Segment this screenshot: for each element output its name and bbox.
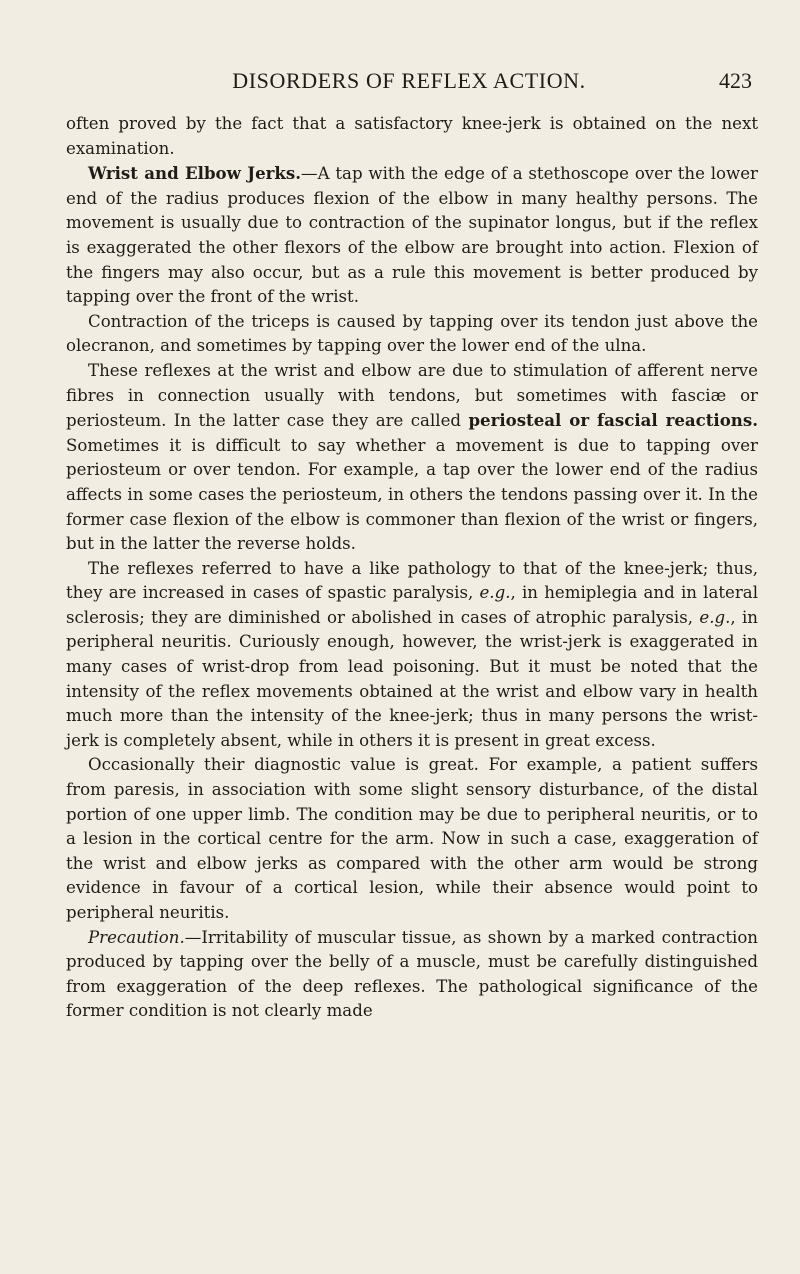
abbrev-eg-2: e.g. — [699, 607, 731, 627]
paragraph-3-text: Contraction of the triceps is caused by tapping over its tendon just above the olecranon, and sometimes by tapping over the lower end of the ulna. — [66, 311, 758, 356]
paragraph-4 — [66, 359, 758, 557]
page-number: 423 — [719, 68, 752, 93]
paragraph-2-text: —A tap with the edge of a stethoscope over the lower end of the radius produces flexion of the elbow in many healthy persons. The movement is usually due to contraction of the supinator longus, but if the reflex is exaggerated the other flexors of the elbow are brought into action. Flexion of the fingers may also occur, but as a rule this movement is better produced by tapping over the front of the wrist. — [66, 164, 758, 307]
abbrev-eg-1: e.g. — [479, 583, 511, 603]
body-text — [66, 112, 758, 1024]
section-heading-precaution: Precaution. — [88, 927, 185, 947]
paragraph-6-text: Occasionally their diagnostic value is great. For example, a patient suffers from paresis, in association with some slight sensory disturbance, of the distal portion of one upper limb. The condition may be due to peripheral neuritis, or to a lesion in the cortical centre for the arm. Now in such a case, exaggeration of the wrist and elbow jerks as compared with the other arm would be strong evidence in favour of a cortical lesion, while their absence would point to peripheral neuritis. — [66, 755, 758, 922]
paragraph-1 — [66, 112, 758, 161]
paragraph-3 — [66, 310, 758, 359]
paragraph-5-text-b: , in hemiplegia and in lateral sclerosis; they are diminished or abolished in cases of atrophic paralysis, — [66, 583, 759, 627]
paragraph-2 — [66, 161, 758, 310]
page-header — [64, 68, 754, 98]
paragraph-5 — [66, 557, 758, 754]
paragraph-7-text: —Irritability of muscular tissue, as shown by a marked contraction produced by tapping over the belly of a muscle, must be carefully distinguished from exaggeration of the deep reflexes. The pathological significance of the former condition is not clearly made — [66, 927, 758, 1021]
paragraph-1-text: often proved by the fact that a satisfactory knee-jerk is obtained on the next examination. — [66, 114, 758, 158]
term-periosteal-fascial: periosteal or fascial reactions. — [468, 410, 758, 431]
section-heading-wrist-elbow: Wrist and Elbow Jerks. — [88, 163, 301, 184]
paragraph-4-text-b: Sometimes it is difficult to say whether a movement is due to tapping over periosteum or over tendon. For example, a tap over the lower end of the radius affects in some cases the periosteum, in others the tendons passing over it. In the former case flexion of the elbow is commoner than flexion of the wrist or fingers, but in the latter the reverse holds. — [66, 435, 758, 554]
paragraph-4-text-a: These reflexes at the wrist and elbow are due to stimulation of afferent nerve fibres in connection usually with tendons, but sometimes with fasciæ or periosteum. In the latter case they are called — [66, 360, 758, 431]
paragraph-5-text-a: The reflexes referred to have a like pathology to that of the knee-jerk; thus, they are increased in cases of spastic paralysis, — [66, 558, 758, 603]
running-title: DISORDERS OF REFLEX ACTION. — [232, 68, 586, 93]
paragraph-5-text-c: , in peripheral neuritis. Curiously enough, however, the wrist-jerk is exaggerated in many cases of wrist-drop from lead poisoning. But it must be noted that the intensity of the reflex movements obtained at the wrist and elbow vary in health much more than the intensity of the knee-jerk; thus in many persons the wrist-jerk is completely absent, while in others it is present in great excess. — [66, 607, 758, 750]
paragraph-6 — [66, 753, 758, 925]
paragraph-7 — [66, 926, 758, 1024]
